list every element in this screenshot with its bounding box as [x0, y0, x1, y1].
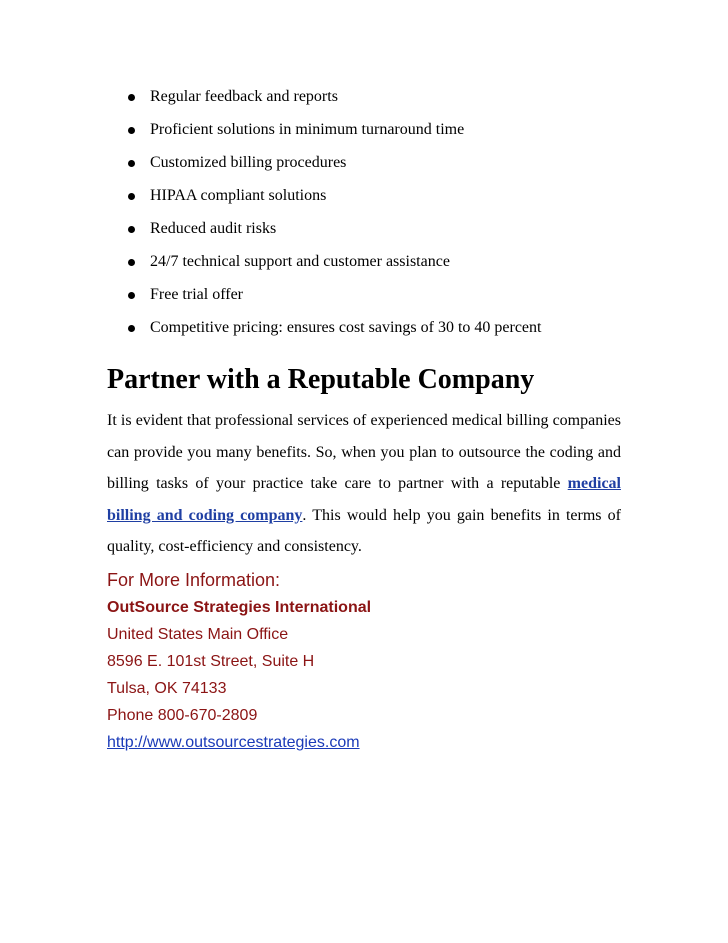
- body-paragraph: [107, 405, 621, 563]
- list-item: [127, 184, 647, 217]
- bullet-icon: [128, 193, 135, 200]
- bullet-icon: [128, 259, 135, 266]
- bullet-icon: [128, 94, 135, 101]
- list-item-text: Customized billing procedures: [150, 154, 347, 171]
- list-item: [127, 283, 647, 316]
- contact-block: [107, 566, 667, 756]
- list-item-text: 24/7 technical support and customer assistance: [150, 253, 450, 270]
- list-item: [127, 250, 647, 283]
- list-item-text: Regular feedback and reports: [150, 88, 338, 105]
- website-link[interactable]: http://www.outsourcestrategies.com: [107, 734, 360, 751]
- list-item-text: Proficient solutions in minimum turnaround time: [150, 121, 465, 138]
- bullet-icon: [128, 160, 135, 167]
- list-item: [127, 217, 647, 250]
- street-address: 8596 E. 101st Street, Suite H: [107, 653, 315, 670]
- list-item: [127, 316, 647, 349]
- contact-title: For More Information:: [107, 570, 281, 590]
- bullet-icon: [128, 292, 135, 299]
- company-name: OutSource Strategies International: [107, 599, 372, 616]
- city-state-zip: Tulsa, OK 74133: [107, 680, 227, 697]
- bullet-icon: [128, 226, 135, 233]
- office-name: United States Main Office: [107, 626, 289, 643]
- medical-billing-link[interactable]: medical billing and coding company: [107, 475, 621, 524]
- list-item: [127, 151, 647, 184]
- list-item-text: Reduced audit risks: [150, 220, 277, 237]
- bullet-icon: [128, 127, 135, 134]
- list-item-text: HIPAA compliant solutions: [150, 187, 327, 204]
- list-item: [127, 118, 647, 151]
- list-item: [127, 85, 647, 118]
- paragraph-text-before-link: It is evident that professional services of experienced medical billing companies can provide you many benefits. So, when you plan to outsource the coding and billing tasks of your practice take care to partner with a reputable: [107, 412, 621, 492]
- phone-number: Phone 800-670-2809: [107, 707, 258, 724]
- benefits-list: [127, 85, 647, 349]
- list-item-text: Free trial offer: [150, 286, 243, 303]
- bullet-icon: [128, 325, 135, 332]
- list-item-text: Competitive pricing: ensures cost savings of 30 to 40 percent: [150, 319, 542, 336]
- paragraph-text-after-link: . This would help you gain benefits in terms of quality, cost-efficiency and consistency.: [107, 506, 621, 555]
- section-heading: Partner with a Reputable Company: [107, 364, 535, 395]
